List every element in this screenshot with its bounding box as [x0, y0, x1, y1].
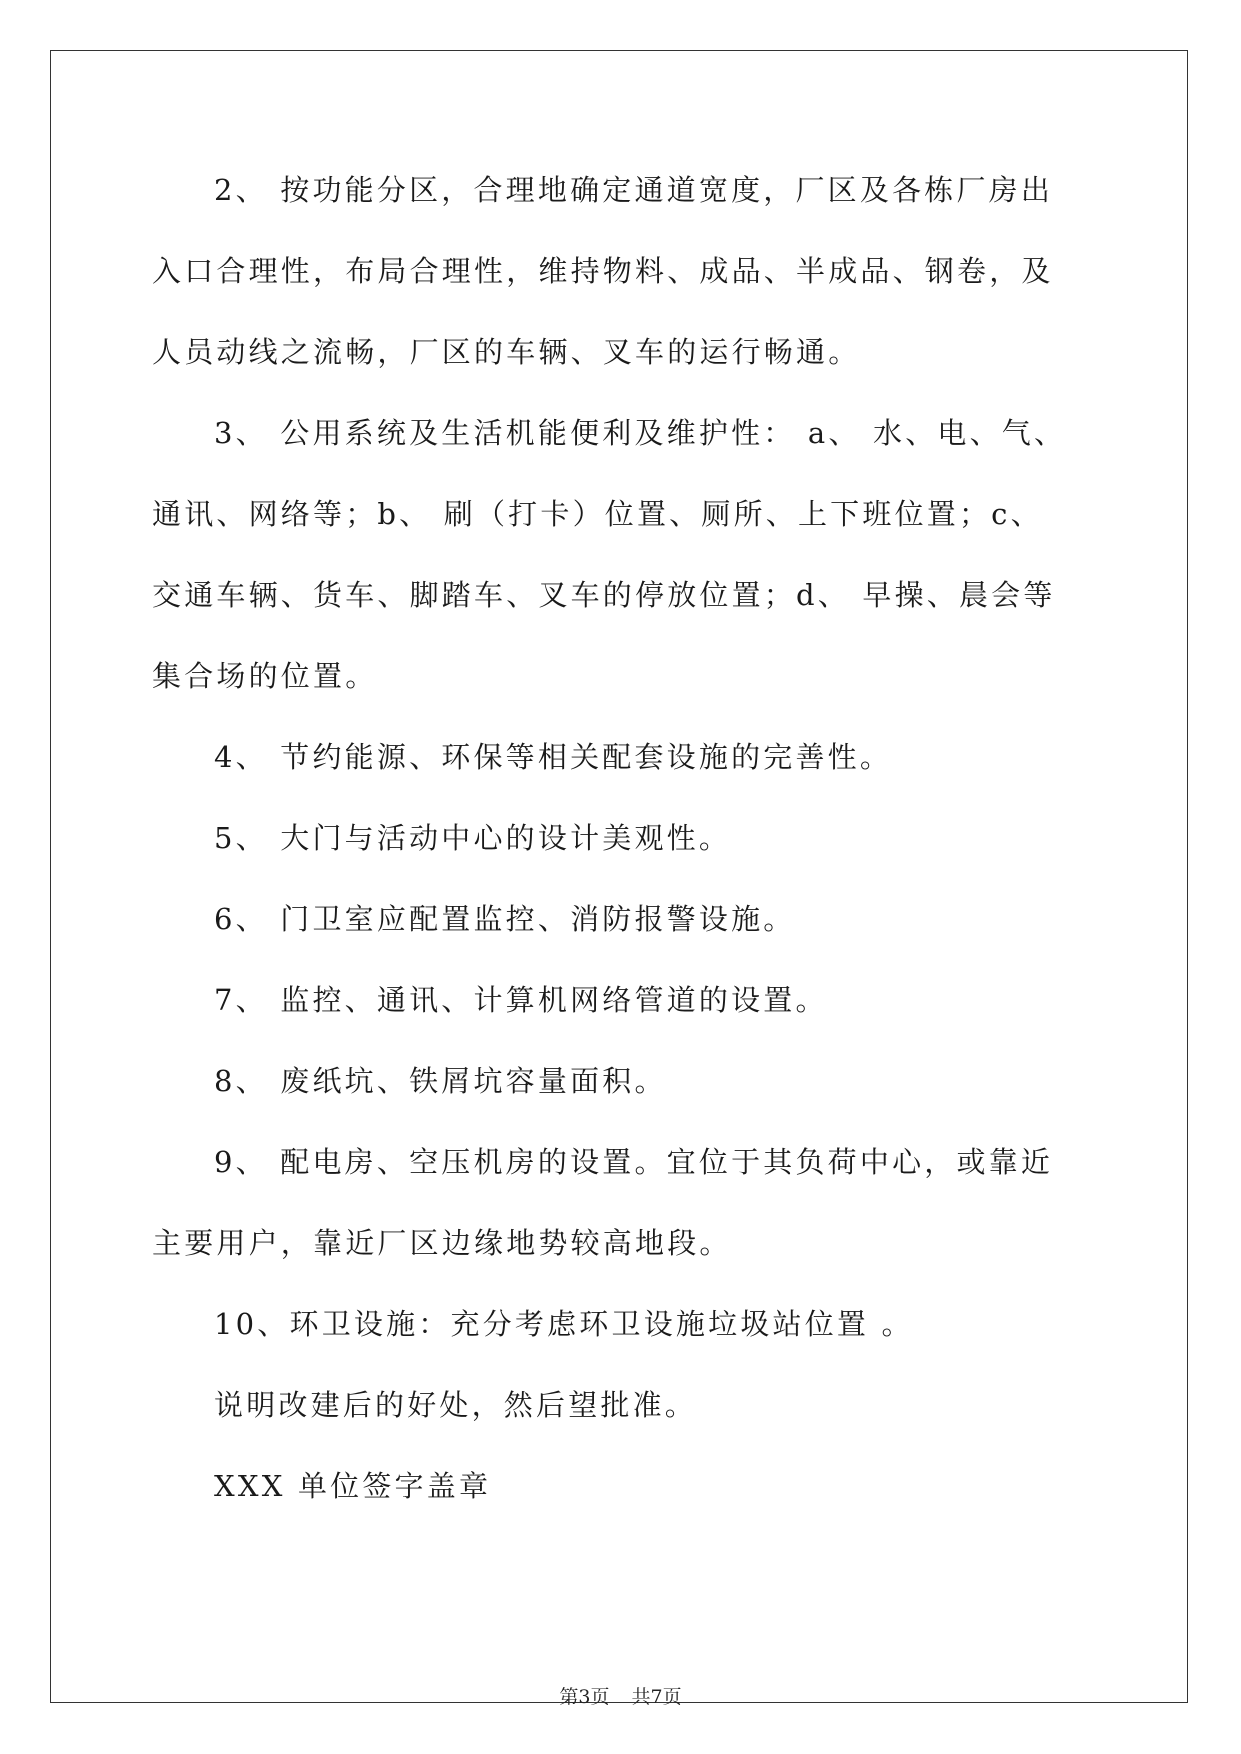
paragraph-item-2: 2、 按功能分区，合理地确定通道宽度，厂区及各栋厂房出入口合理性，布局合理性，维持物料、成品、半成品、钢卷，及人员动线之流畅，厂区的车辆、叉车的运行畅通。 [152, 173, 1054, 369]
page-total: 共7页 [631, 1686, 682, 1708]
closing-request: 说明改建后的好处，然后望批准。 [214, 1388, 698, 1422]
paragraph-item-8: 8、 废纸坑、铁屑坑容量面积。 [214, 1064, 667, 1098]
paragraph-item-4: 4、 节约能源、环保等相关配套设施的完善性。 [214, 740, 893, 774]
signature-line: XXX 单位签字盖章 [214, 1469, 492, 1503]
paragraph-item-10: 10、环卫设施：充分考虑环卫设施垃圾站位置 。 [214, 1307, 914, 1341]
paragraph-item-5: 5、 大门与活动中心的设计美观性。 [214, 821, 732, 855]
document-body [152, 150, 1084, 1527]
page-number: 第3页 [559, 1686, 610, 1708]
paragraph-item-7: 7、 监控、通讯、计算机网络管道的设置。 [214, 983, 828, 1017]
page-footer [0, 1682, 1241, 1709]
paragraph-item-3: 3、 公用系统及生活机能便利及维护性： a、 水、电、气、通讯、网络等；b、 刷（打卡）位置、厕所、上下班位置；c、 交通车辆、货车、脚踏车、叉车的停放位置；d、 早操、晨会等集合场的位置。 [152, 416, 1067, 693]
paragraph-item-9: 9、 配电房、空压机房的设置。宜位于其负荷中心，或靠近主要用户，靠近厂区边缘地势较高地段。 [152, 1145, 1054, 1260]
paragraph-item-6: 6、 门卫室应配置监控、消防报警设施。 [214, 902, 796, 936]
